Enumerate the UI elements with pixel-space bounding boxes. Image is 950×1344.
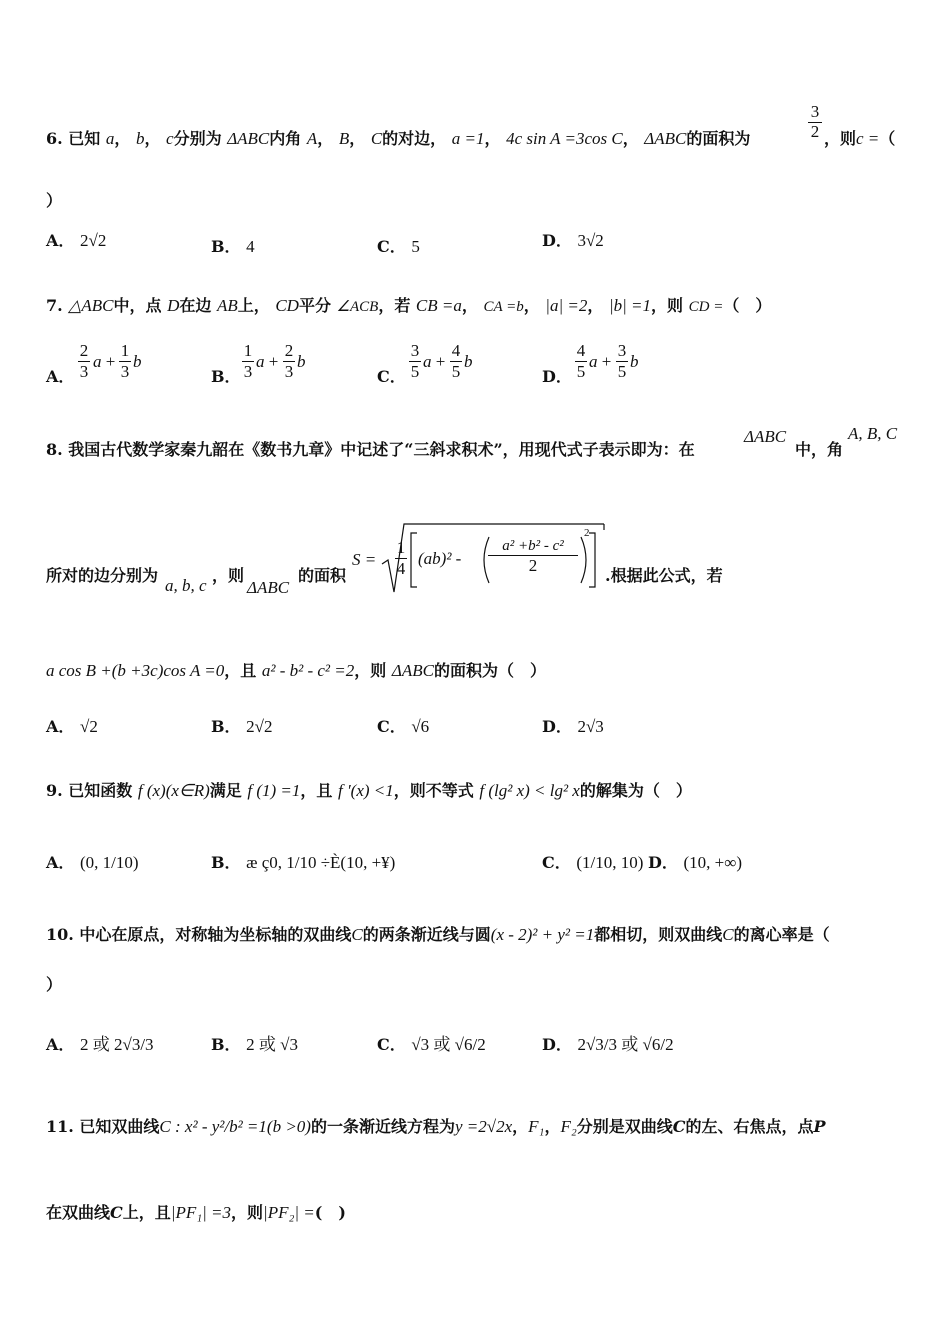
q7-option-a-b: b xyxy=(133,352,142,371)
q8-sides: a, b, c xyxy=(165,576,207,595)
q7-option-a-frac2: $\frac{1}{3}$ xyxy=(120,341,130,381)
q8-t5: .根据此公式，若 xyxy=(605,566,723,585)
q8-option-b[interactable]: B． 2√2 xyxy=(211,717,273,736)
q10-option-d[interactable]: D． 2√3/3 或 √6/2 xyxy=(542,1035,674,1054)
q6-option-a[interactable]: A． 2√2 xyxy=(46,231,107,250)
q10-option-a[interactable]: A． 2 或 2√3/3 xyxy=(46,1035,154,1054)
q10-line1: 10. 中心在原点，对称轴为坐标轴的双曲线C的两条渐近线与圆(x - 2)² + y² =1都相切，则双曲线C的离心率是（ xyxy=(46,925,830,944)
q7-option-d-frac1: $\frac{4}{5}$ xyxy=(576,341,586,381)
q10-close-paren: ） xyxy=(46,975,63,994)
q8-t2: 所对的边分别为 xyxy=(46,566,159,585)
q9-option-b[interactable]: B． æ ç0, 1/10 ÷È(10, +¥) xyxy=(211,853,396,872)
q6-ask: ，则c =（ xyxy=(824,129,896,148)
q8-t3: ，则 xyxy=(212,566,245,585)
q7-option-d-b: b xyxy=(630,352,639,371)
q6-option-d[interactable]: D． 3√2 xyxy=(542,231,604,250)
q7-line: 7. △ABC中，点 D在边 AB上， CD平分 ∠ACB，若 CB =a， CA =b， |a| =2， |b| =1，则 CD =（ ） xyxy=(46,296,772,315)
q7-option-c-label[interactable]: C． xyxy=(377,367,406,386)
q7-option-c-b: b xyxy=(464,352,473,371)
q7-option-b-frac2: $\frac{2}{3}$ xyxy=(284,341,294,381)
q9-line: 9. 已知函数 f (x)(x∈R)满足 f (1) =1，且 f ′(x) <1，则不等式 f (lg² x) < lg² x的解集为（ ） xyxy=(46,781,692,800)
q8-t1: 中，角 xyxy=(795,440,844,459)
q8-t4: 的面积 xyxy=(298,566,347,585)
q8-inner-fraction: $\frac{\text{a² +b² - c²}}{2}$ xyxy=(488,538,578,576)
q8-tri2: ΔABC xyxy=(247,578,290,597)
q8-line3: a cos B +(b +3c)cos A =0，且 a² - b² - c² =2，则 ΔABC的面积为（ ） xyxy=(46,661,546,680)
q11-line1: 11. 已知双曲线C : x² - y²/b² =1(b >0)的一条渐近线方程为y =2√2x，F₁，F₂分别是双曲线C的左、右焦点，点P xyxy=(46,1117,826,1136)
q8-formula-s: S = xyxy=(352,550,377,569)
q8-option-d[interactable]: D． 2√3 xyxy=(542,717,604,736)
q7-option-b-b: b xyxy=(297,352,306,371)
q7-option-d-term: a + xyxy=(589,352,612,371)
q8-line1: 8. 我国古代数学家秦九韶在《数书九章》中记述了“三斜求积术”，用现代式子表示即为：在 xyxy=(46,440,695,459)
q9-option-a[interactable]: A． (0, 1/10) xyxy=(46,853,139,872)
q8-ab-term: (ab)² - xyxy=(418,549,462,568)
q7-option-c-frac1: $\frac{3}{5}$ xyxy=(410,341,420,381)
q10-option-c[interactable]: C． √3 或 √6/2 xyxy=(377,1035,486,1054)
q7-option-c-term: a + xyxy=(423,352,446,371)
q6-close-paren: ） xyxy=(46,191,63,210)
q8-square-exponent: 2 xyxy=(584,527,590,539)
q7-option-c-frac2: $\frac{4}{5}$ xyxy=(451,341,461,381)
q9-option-d[interactable]: D． (10, +∞) xyxy=(648,853,742,872)
q8-quarter-fraction: $\frac{1}{4}$ xyxy=(396,538,406,578)
q7-option-b-frac1: $\frac{1}{3}$ xyxy=(243,341,253,381)
q7-option-b-term: a + xyxy=(256,352,279,371)
q9-option-c[interactable]: C． (1/10, 10) xyxy=(542,853,644,872)
q7-option-a-term: a + xyxy=(93,352,116,371)
q6-option-c[interactable]: C． 5 xyxy=(377,237,420,256)
q8-option-c[interactable]: C． √6 xyxy=(377,717,430,736)
q7-option-d-frac2: $\frac{3}{5}$ xyxy=(617,341,627,381)
q8-angles: A, B, C xyxy=(848,424,898,443)
q7-option-a-label[interactable]: A． xyxy=(46,367,75,386)
q6-area-fraction: $\frac{3}{2}$ xyxy=(808,102,822,141)
q7-option-d-label[interactable]: D． xyxy=(542,367,572,386)
q11-line2: 在双曲线C上，且|PF₁| =3，则|PF₂| =( ) xyxy=(46,1203,346,1222)
q6-line1: 6. 已知 a， b， c分别为 ΔABC内角 A， B， C的对边， a =1， 4c sin A =3cos C， ΔABC的面积为 xyxy=(46,129,751,148)
q6-option-b[interactable]: B． 4 xyxy=(211,237,255,256)
q10-option-b[interactable]: B． 2 或 √3 xyxy=(211,1035,298,1054)
q8-option-a[interactable]: A． √2 xyxy=(46,717,98,736)
q8-tri: ΔABC xyxy=(744,427,787,446)
q7-option-b-label[interactable]: B． xyxy=(211,367,241,386)
q7-option-a-frac1: $\frac{2}{3}$ xyxy=(79,341,89,381)
